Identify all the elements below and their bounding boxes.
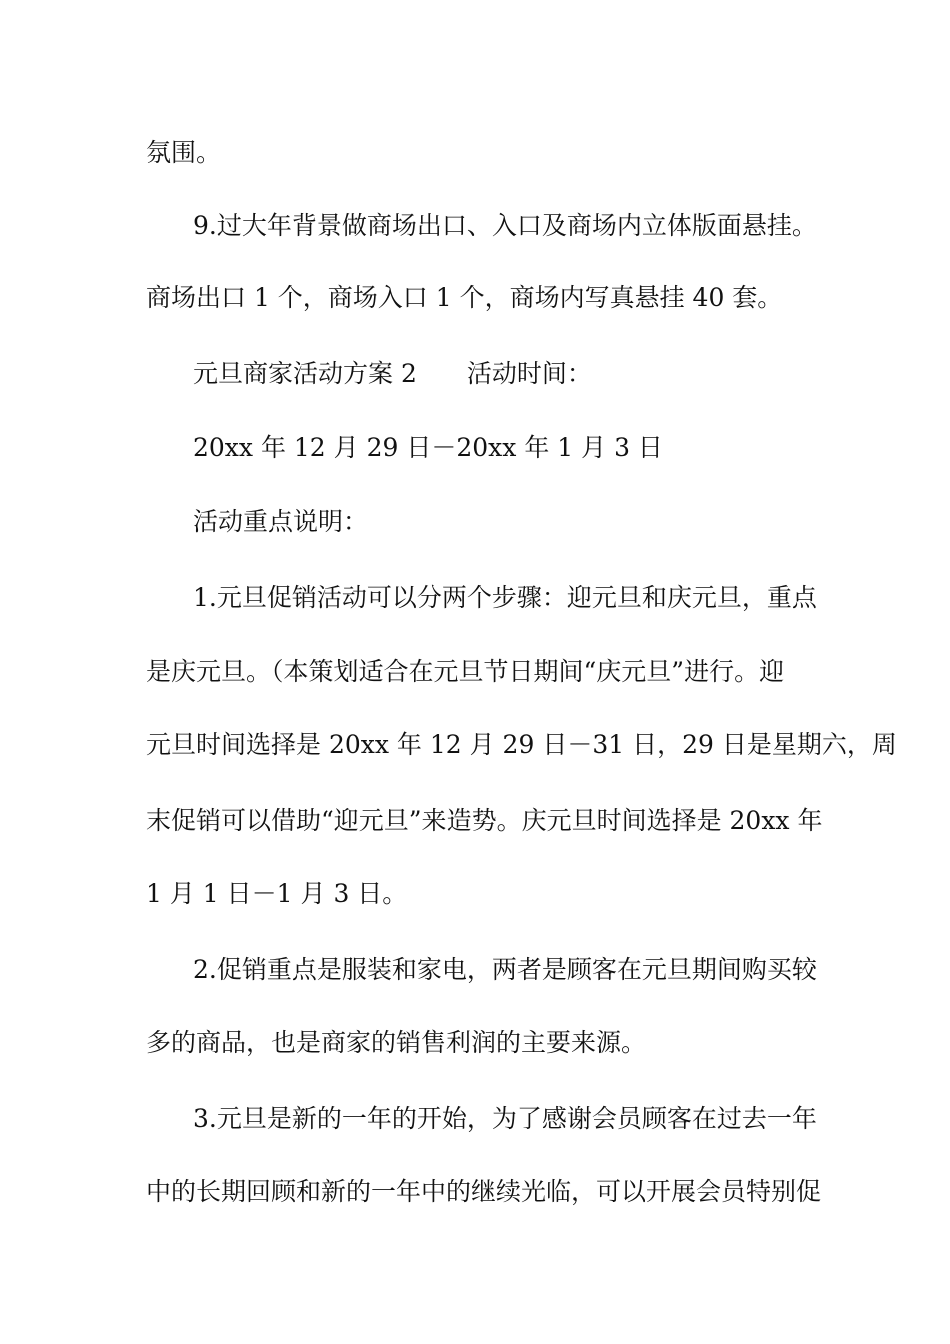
- paragraph-line: 氛围。: [146, 138, 222, 167]
- paragraph-line: 多的商品，也是商家的销售利润的主要来源。: [146, 1028, 647, 1057]
- paragraph-line: 末促销可以借助“迎元旦”来造势。庆元旦时间选择是 20xx 年: [146, 806, 823, 835]
- paragraph-line: 是庆元旦。（本策划适合在元旦节日期间“庆元旦”进行。迎: [146, 657, 785, 686]
- date-range-line: 20xx 年 12 月 29 日－20xx 年 1 月 3 日: [193, 433, 663, 462]
- paragraph-line: 1 月 1 日－1 月 3 日。: [146, 879, 408, 908]
- paragraph-line: 1.元旦促销活动可以分两个步骤：迎元旦和庆元旦，重点: [193, 583, 817, 612]
- paragraph-line: 3.元旦是新的一年的开始，为了感谢会员顾客在过去一年: [193, 1104, 817, 1133]
- paragraph-line: 2.促销重点是服装和家电，两者是顾客在元旦期间购买较: [193, 955, 817, 984]
- paragraph-line: 商场出口 1 个，商场入口 1 个，商场内写真悬挂 40 套。: [146, 283, 783, 312]
- paragraph-line: 9.过大年背景做商场出口、入口及商场内立体版面悬挂。: [193, 211, 817, 240]
- subheading-line: 活动重点说明：: [193, 507, 369, 536]
- paragraph-line: 元旦时间选择是 20xx 年 12 月 29 日－31 日，29 日是星期六，周: [146, 730, 897, 759]
- paragraph-line: 中的长期回顾和新的一年中的继续光临，可以开展会员特别促: [146, 1177, 822, 1206]
- section-heading: 元旦商家活动方案 2 活动时间：: [193, 359, 592, 388]
